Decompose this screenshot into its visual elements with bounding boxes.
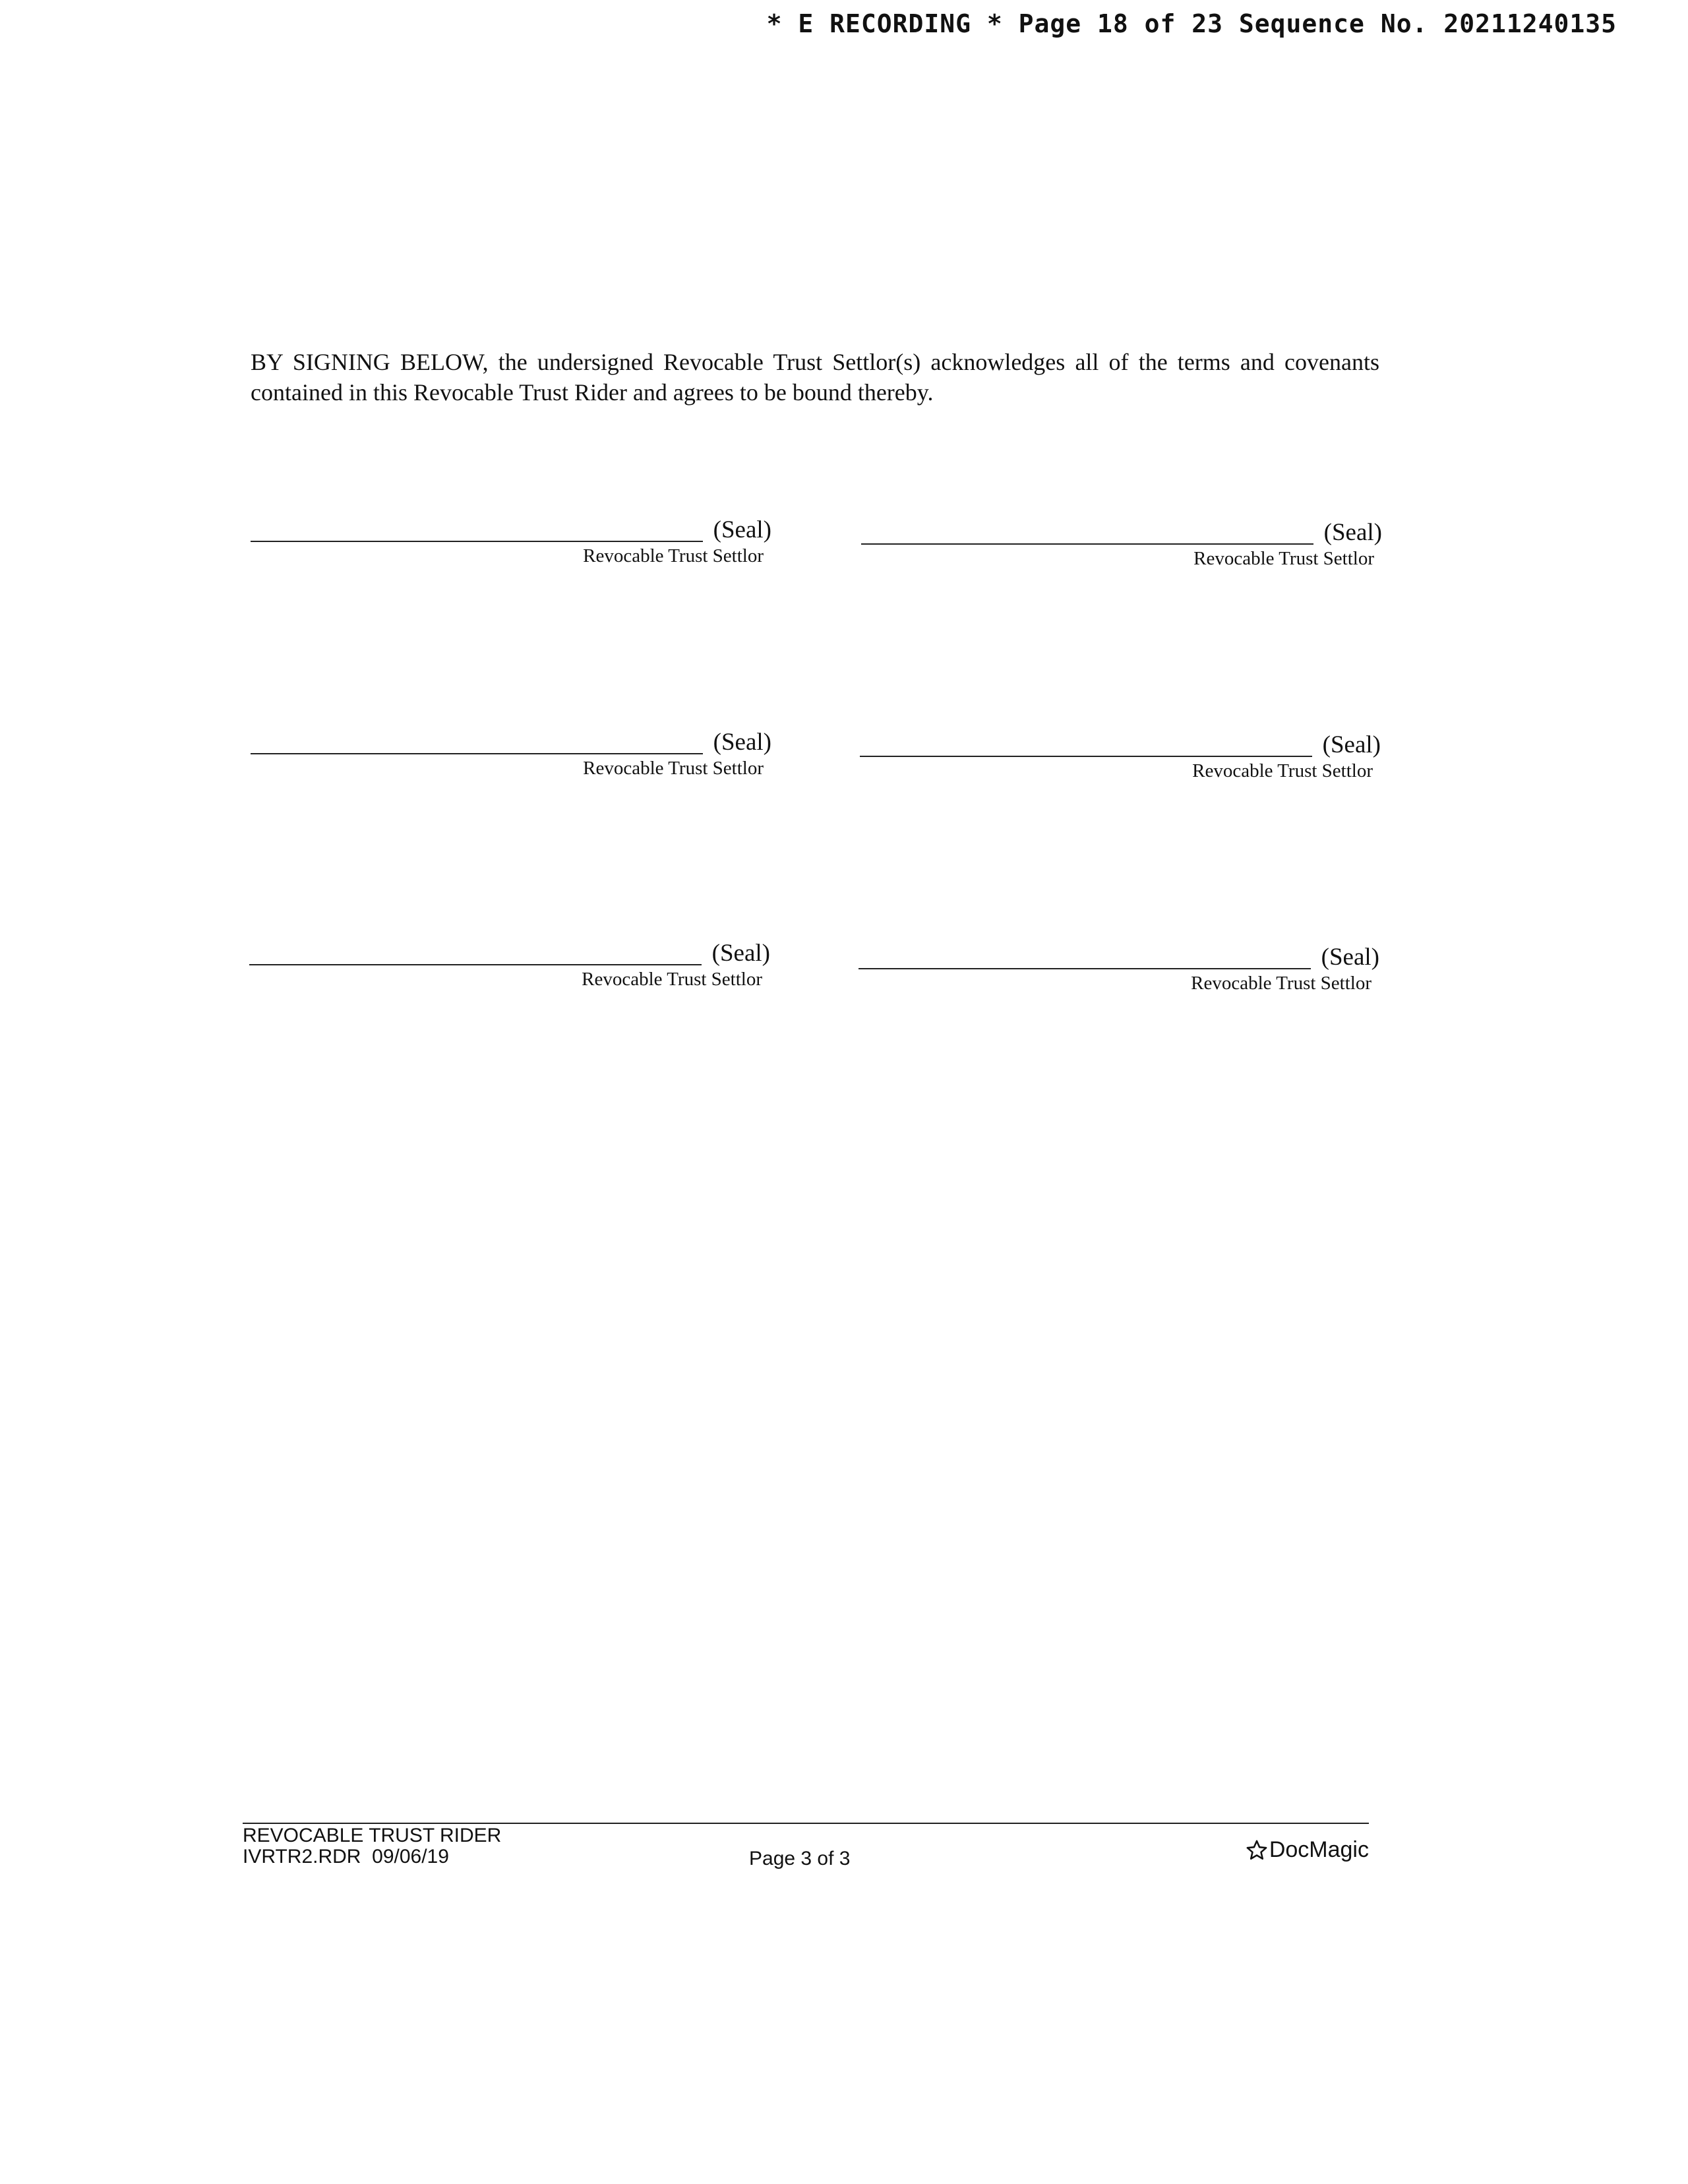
settlor-label: Revocable Trust Settlor bbox=[1192, 760, 1373, 781]
settlor-label: Revocable Trust Settlor bbox=[583, 545, 764, 566]
settlor-label: Revocable Trust Settlor bbox=[1191, 973, 1372, 994]
signature-block bbox=[251, 516, 771, 568]
signature-block bbox=[251, 728, 771, 781]
signature-line[interactable] bbox=[860, 756, 1312, 757]
seal-label: (Seal) bbox=[1322, 731, 1381, 758]
seal-label: (Seal) bbox=[1321, 944, 1379, 971]
signature-block bbox=[249, 939, 770, 992]
footer-divider bbox=[243, 1823, 1369, 1824]
settlor-label: Revocable Trust Settlor bbox=[582, 969, 762, 990]
signature-block bbox=[859, 943, 1379, 996]
signature-block bbox=[861, 518, 1382, 571]
seal-label: (Seal) bbox=[713, 516, 771, 543]
signature-line[interactable] bbox=[861, 543, 1313, 545]
form-code: IVRTR2.RDR 09/06/19 bbox=[243, 1846, 449, 1867]
seal-label: (Seal) bbox=[1323, 519, 1382, 546]
acknowledgement-paragraph: BY SIGNING BELOW, the undersigned Revocable Trust Settlor(s) acknowledges all of the terms and covenants contained in this Revocable Trust Rider and agrees to be bound thereby. bbox=[251, 349, 1379, 406]
page-number: Page 3 of 3 bbox=[749, 1848, 851, 1869]
signature-line[interactable] bbox=[249, 964, 702, 965]
signature-line[interactable] bbox=[859, 968, 1311, 969]
settlor-label: Revocable Trust Settlor bbox=[1193, 548, 1374, 569]
signature-line[interactable] bbox=[251, 541, 703, 542]
star-outline-icon bbox=[1246, 1839, 1268, 1862]
brand-name: DocMagic bbox=[1269, 1837, 1369, 1862]
seal-label: (Seal) bbox=[711, 940, 770, 967]
signature-block bbox=[860, 731, 1381, 783]
docmagic-logo bbox=[1246, 1837, 1369, 1863]
seal-label: (Seal) bbox=[713, 729, 771, 756]
settlor-label: Revocable Trust Settlor bbox=[583, 758, 764, 779]
signature-line[interactable] bbox=[251, 753, 703, 754]
recording-stamp: * E RECORDING * Page 18 of 23 Sequence No. 20211240135 bbox=[766, 9, 1617, 38]
form-identifier bbox=[243, 1825, 501, 1867]
form-title: REVOCABLE TRUST RIDER bbox=[243, 1825, 502, 1846]
